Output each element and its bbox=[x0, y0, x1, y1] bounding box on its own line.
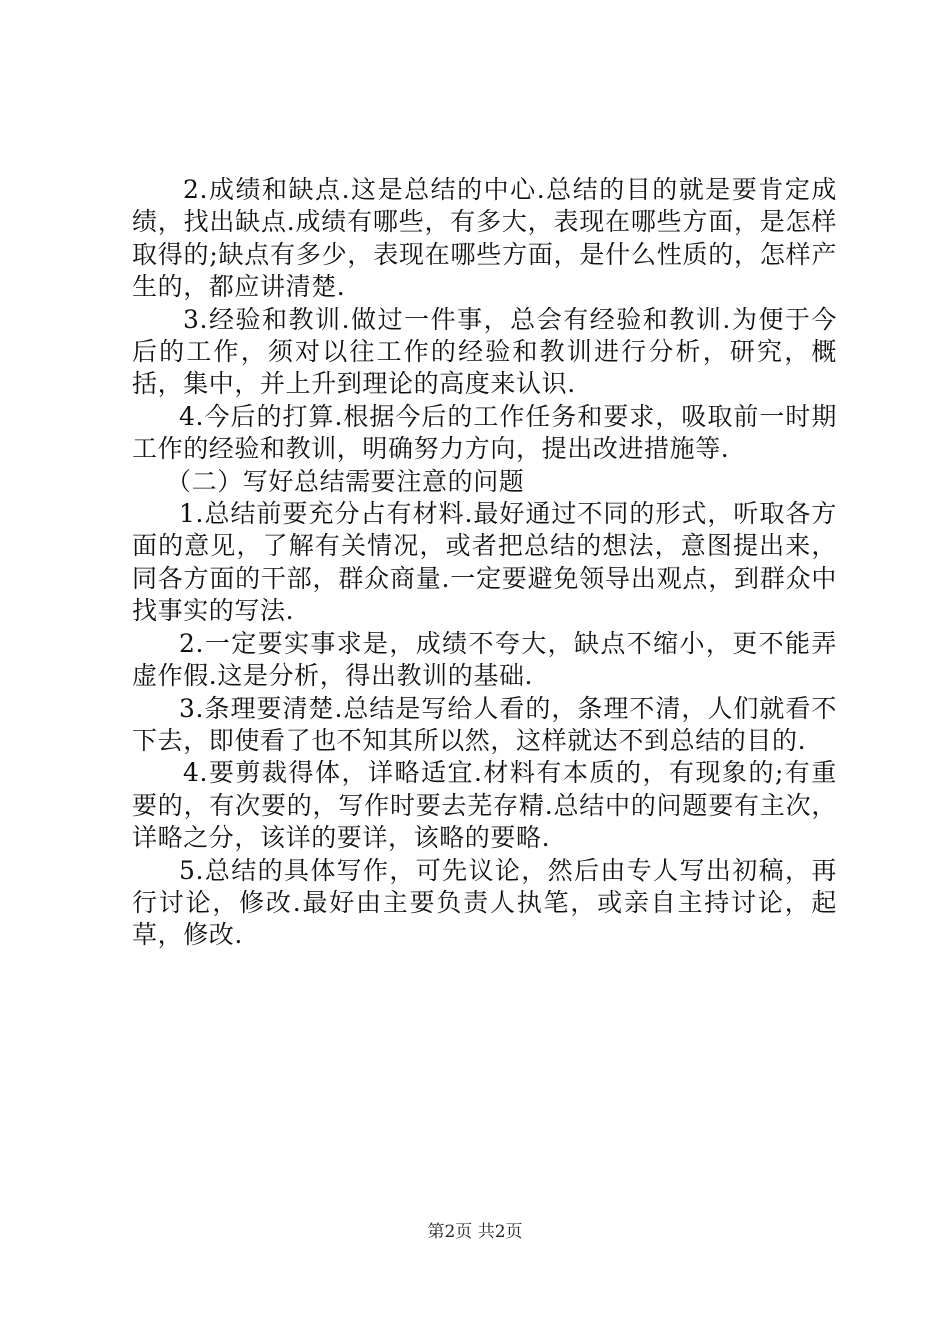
paragraph-editing: 4.要剪裁得体，详略适宜.材料有本质的，有现象的;有重要的，有次要的，写作时要去芜存精.总结中的问题要有主次，详略之分，该详的要详，该略的要略. bbox=[132, 758, 837, 853]
paragraph-experience-lessons: 3.经验和教训.做过一件事，总会有经验和教训.为便于今后的工作，须对以往工作的经验和教训进行分析，研究，概括，集中，并上升到理论的高度来认识. bbox=[132, 304, 837, 399]
page-number-footer: 第2页 共2页 bbox=[427, 1222, 523, 1242]
paragraph-materials: 1.总结前要充分占有材料.最好通过不同的形式，听取各方面的意见，了解有关情况，或者把总结的想法，意图提出来，同各方面的干部，群众商量.一定要避免领导出观点，到群众中找事实的写法. bbox=[132, 499, 837, 626]
paragraph-achievements-shortcomings: 2.成绩和缺点.这是总结的中心.总结的目的就是要肯定成绩，找出缺点.成绩有哪些，有多大，表现在哪些方面，是怎样取得的;缺点有多少，表现在哪些方面，是什么性质的，怎样产生的，都应讲清楚. bbox=[132, 175, 837, 302]
paragraph-truthfulness: 2.一定要实事求是，成绩不夸大，缺点不缩小，更不能弄虚作假.这是分析，得出教训的基础. bbox=[132, 628, 837, 691]
paragraph-clarity: 3.条理要清楚.总结是写给人看的，条理不清，人们就看不下去，即使看了也不知其所以然，这样就达不到总结的目的. bbox=[132, 693, 837, 755]
document-body bbox=[132, 174, 837, 952]
section-heading: （二）写好总结需要注意的问题 bbox=[166, 466, 525, 496]
paragraph-writing-process: 5.总结的具体写作，可先议论，然后由专人写出初稿，再行讨论，修改.最好由主要负责人执笔，或亲自主持讨论，起草，修改. bbox=[132, 855, 837, 950]
paragraph-future-plans: 4.今后的打算.根据今后的工作任务和要求，吸取前一时期工作的经验和教训，明确努力方向，提出改进措施等. bbox=[132, 401, 837, 464]
